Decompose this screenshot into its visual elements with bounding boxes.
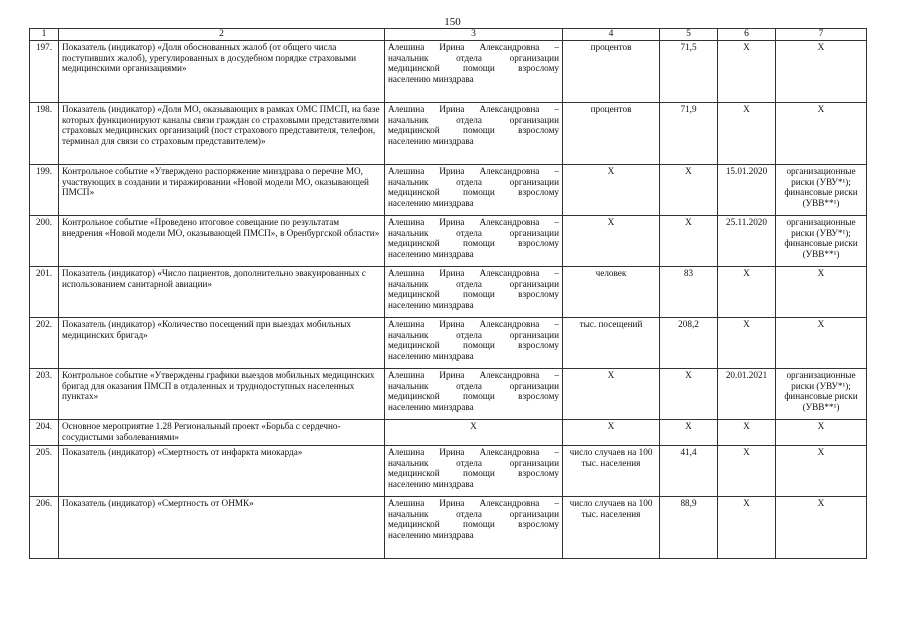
item-name: Показатель (индикатор) «Смертность от ОНМК» (59, 497, 385, 559)
unit-cell: тыс. посещений (563, 318, 660, 369)
row-number: 199. (30, 165, 59, 216)
row-number: 204. (30, 420, 59, 446)
date-cell: X (718, 267, 776, 318)
value-cell: 41,4 (660, 446, 718, 497)
column-header: 6 (718, 29, 776, 41)
row-number: 198. (30, 103, 59, 165)
risk-line: финансовые риски (784, 391, 858, 402)
risk-text: X (817, 268, 825, 278)
date-cell: X (718, 446, 776, 497)
date-cell: 15.01.2020 (718, 165, 776, 216)
risk-cell (776, 165, 867, 216)
item-name: Основное мероприятие 1.28 Региональный проект «Борьба с сердечно-сосудистыми заболеваниями» (59, 420, 385, 446)
responsible-person: Алешина Ирина Александровна – начальник отдела организации медицинской помощи взрослому населению минздрава (385, 41, 563, 103)
table-row (30, 41, 867, 103)
item-name: Показатель (индикатор) «Доля МО, оказывающих в рамках ОМС ПМСП, на базе которых функционируют каналы связи граждан со страховыми представителями страховых медицинских организаций (пост страхового представителя, телефон, терминал для связи со страховым представителем)» (59, 103, 385, 165)
risk-cell (776, 497, 867, 559)
risk-line: (УВВ**¹) (802, 197, 840, 208)
value-cell: 71,5 (660, 41, 718, 103)
item-name: Контрольное событие «Проведено итоговое совещание по результатам внедрения «Новой модели МО, оказывающей ПМСП», в Оренбургской области» (59, 216, 385, 267)
item-name: Показатель (индикатор) «Число пациентов, дополнительно эвакуированных с использованием санитарной авиации» (59, 267, 385, 318)
value-cell: X (660, 369, 718, 420)
column-header: 4 (563, 29, 660, 41)
responsible-person: Алешина Ирина Александровна – начальник отдела организации медицинской помощи взрослому населению минздрава (385, 103, 563, 165)
date-cell: X (718, 318, 776, 369)
table-row (30, 103, 867, 165)
date-cell: X (718, 103, 776, 165)
table-row (30, 497, 867, 559)
risk-line: (УВВ**¹) (802, 401, 840, 412)
risk-line: (УВВ**¹) (802, 248, 840, 259)
page-number: 150 (444, 16, 461, 28)
risk-cell (776, 420, 867, 446)
risk-text: X (817, 104, 825, 114)
row-number: 201. (30, 267, 59, 318)
row-number: 203. (30, 369, 59, 420)
unit-cell: человек (563, 267, 660, 318)
column-header: 2 (59, 29, 385, 41)
risk-line: финансовые риски (784, 238, 858, 249)
date-cell: X (718, 497, 776, 559)
table-row (30, 446, 867, 497)
date-cell: X (718, 420, 776, 446)
table-row (30, 420, 867, 446)
item-name: Показатель (индикатор) «Смертность от инфаркта миокарда» (59, 446, 385, 497)
date-cell: 25.11.2020 (718, 216, 776, 267)
risk-text: X (817, 421, 825, 431)
row-number: 200. (30, 216, 59, 267)
responsible-person: Алешина Ирина Александровна – начальник отдела организации медицинской помощи взрослому населению минздрава (385, 216, 563, 267)
unit-cell: X (563, 216, 660, 267)
responsible-person: Алешина Ирина Александровна – начальник отдела организации медицинской помощи взрослому населению минздрава (385, 267, 563, 318)
unit-cell: процентов (563, 103, 660, 165)
risk-line: финансовые риски (784, 187, 858, 198)
value-cell: 71,9 (660, 103, 718, 165)
value-cell: 208,2 (660, 318, 718, 369)
column-header: 3 (385, 29, 563, 41)
table-row (30, 165, 867, 216)
table-row (30, 216, 867, 267)
risk-text: X (817, 447, 825, 457)
risk-line: организационные риски (УВУ*¹); (786, 370, 856, 391)
document-table (29, 28, 867, 559)
row-number: 205. (30, 446, 59, 497)
risk-text: X (817, 42, 825, 52)
responsible-person: Алешина Ирина Александровна – начальник отдела организации медицинской помощи взрослому населению минздрава (385, 497, 563, 559)
risk-cell (776, 41, 867, 103)
item-name: Показатель (индикатор) «Количество посещений при выездах мобильных медицинских бригад» (59, 318, 385, 369)
table-row (30, 267, 867, 318)
risk-text: X (817, 498, 825, 508)
value-cell: X (660, 216, 718, 267)
risk-cell (776, 318, 867, 369)
risk-cell (776, 446, 867, 497)
unit-cell: процентов (563, 41, 660, 103)
header-row (30, 29, 867, 41)
row-number: 206. (30, 497, 59, 559)
value-cell: X (660, 420, 718, 446)
table-row (30, 369, 867, 420)
column-header: 1 (30, 29, 59, 41)
value-cell: 83 (660, 267, 718, 318)
unit-cell: X (563, 369, 660, 420)
responsible-person: Алешина Ирина Александровна – начальник отдела организации медицинской помощи взрослому населению минздрава (385, 318, 563, 369)
row-number: 202. (30, 318, 59, 369)
unit-cell: число случаев на 100 тыс. населения (563, 446, 660, 497)
risk-line: организационные риски (УВУ*¹); (786, 217, 856, 238)
item-name: Контрольное событие «Утверждены графики выездов мобильных медицинских бригад для оказания ПМСП в отдаленных и труднодоступных населенных пунктах» (59, 369, 385, 420)
risk-cell (776, 267, 867, 318)
value-cell: 88,9 (660, 497, 718, 559)
risk-cell (776, 369, 867, 420)
unit-cell: X (563, 420, 660, 446)
risk-cell (776, 103, 867, 165)
unit-cell: число случаев на 100 тыс. населения (563, 497, 660, 559)
risk-text: X (817, 319, 825, 329)
column-header: 5 (660, 29, 718, 41)
date-cell: 20.01.2021 (718, 369, 776, 420)
responsible-person: Алешина Ирина Александровна – начальник отдела организации медицинской помощи взрослому населению минздрава (385, 446, 563, 497)
column-header: 7 (776, 29, 867, 41)
value-cell: X (660, 165, 718, 216)
date-cell: X (718, 41, 776, 103)
responsible-person: Алешина Ирина Александровна – начальник отдела организации медицинской помощи взрослому населению минздрава (385, 369, 563, 420)
item-name: Показатель (индикатор) «Доля обоснованных жалоб (от общего числа поступивших жалоб), урегулированных в досудебном порядке страховыми медицинскими организациями» (59, 41, 385, 103)
row-number: 197. (30, 41, 59, 103)
table-row (30, 318, 867, 369)
responsible-person: X (385, 420, 563, 446)
risk-cell (776, 216, 867, 267)
responsible-person: Алешина Ирина Александровна – начальник отдела организации медицинской помощи взрослому населению минздрава (385, 165, 563, 216)
risk-line: организационные риски (УВУ*¹); (786, 166, 856, 187)
unit-cell: X (563, 165, 660, 216)
item-name: Контрольное событие «Утверждено распоряжение минздрава о перечне МО, участвующих в создании и тиражировании «Новой модели МО, оказывающей ПМСП» (59, 165, 385, 216)
